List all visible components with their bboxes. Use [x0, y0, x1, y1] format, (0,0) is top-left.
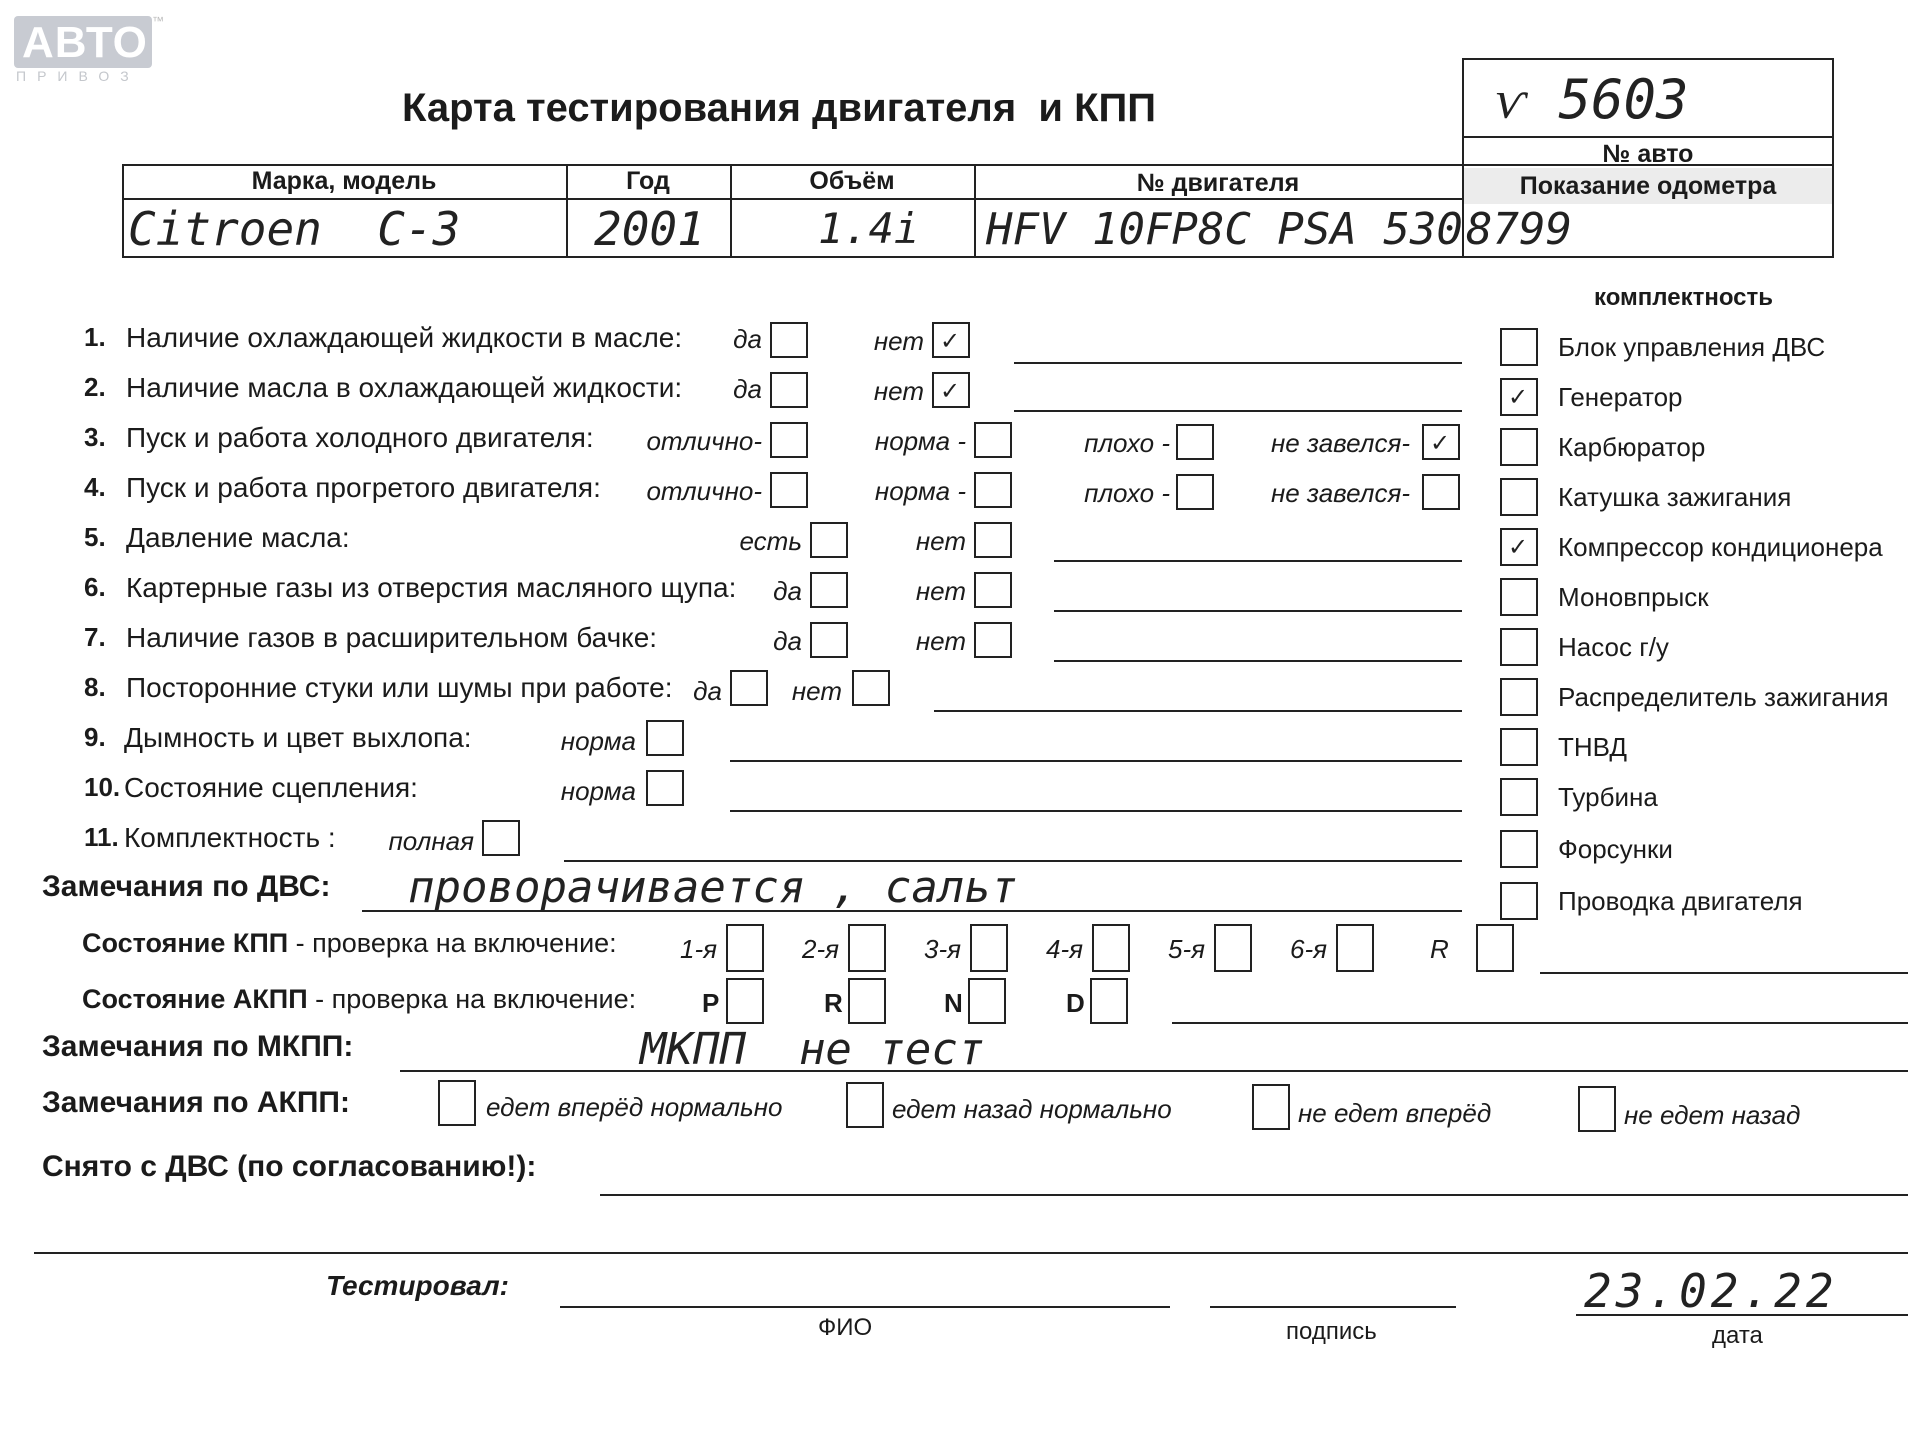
akpp-forward-ok-checkbox[interactable]	[438, 1080, 476, 1126]
q9-notes-line	[730, 760, 1462, 762]
q1-notes-line	[1014, 362, 1462, 364]
kpp-label-rest: - проверка на включение:	[288, 928, 617, 958]
q7-option-no: нет	[915, 626, 966, 656]
auto-number-value: ѵ 5603	[1496, 68, 1689, 131]
completeness-checkbox[interactable]	[1500, 378, 1538, 416]
logo-tm: ™	[152, 14, 164, 28]
kpp-label	[82, 928, 617, 959]
kpp-gear-label: 2-я	[802, 934, 840, 964]
kpp-gear-label: R	[1430, 934, 1449, 964]
q5-option-no: нет	[915, 526, 966, 556]
q10-text: Состояние сцепления:	[124, 772, 418, 803]
q3-option-nostart: не завелся-	[1270, 428, 1410, 458]
completeness-title: комплектность	[1594, 284, 1774, 311]
completeness-item-label: Блок управления ДВС	[1558, 332, 1826, 362]
brand-label: Марка, модель	[251, 167, 437, 195]
q5-no-checkbox[interactable]	[974, 522, 1012, 558]
sign-line	[1210, 1306, 1456, 1308]
q10-option-normal: норма	[560, 776, 636, 806]
q3-option-normal: норма -	[874, 426, 966, 456]
completeness-item-label: Турбина	[1558, 782, 1658, 812]
brand-value: Citroen C-3	[128, 202, 461, 256]
logo-top-text: АВТО	[22, 18, 148, 67]
completeness-item-label: Насос г/у	[1558, 632, 1669, 662]
akpp-notes-line	[1172, 1022, 1908, 1024]
q5-notes-line	[1054, 560, 1462, 562]
completeness-checkbox[interactable]	[1500, 728, 1538, 766]
q7-option-yes: да	[773, 626, 802, 656]
kpp-gear-checkbox[interactable]	[970, 924, 1008, 972]
q5-yes-checkbox[interactable]	[810, 522, 848, 558]
completeness-item-label: ТНВД	[1558, 732, 1628, 762]
q11-option-full: полная	[388, 826, 474, 856]
completeness-item-label: Распределитель зажигания	[1558, 682, 1889, 712]
completeness-item-label: Моновпрыск	[1558, 582, 1709, 612]
auto-number-box	[1462, 58, 1834, 138]
completeness-checkbox[interactable]	[1500, 428, 1538, 466]
completeness-item-label: Генератор	[1558, 382, 1683, 412]
q4-option-excellent: отлично-	[646, 476, 762, 506]
completeness-checkbox[interactable]	[1500, 628, 1538, 666]
q6-option-yes: да	[773, 576, 802, 606]
q2-option-yes: да	[733, 374, 762, 404]
q7-no-checkbox[interactable]	[974, 622, 1012, 658]
q11-full-checkbox[interactable]	[482, 820, 520, 856]
q4-bad-checkbox[interactable]	[1176, 474, 1214, 510]
q6-option-no: нет	[915, 576, 966, 606]
completeness-checkbox[interactable]	[1500, 478, 1538, 516]
completeness-item-label: Карбюратор	[1558, 432, 1706, 462]
q3-text: Пуск и работа холодного двигателя:	[126, 422, 594, 453]
completeness-checkbox[interactable]	[1500, 830, 1538, 868]
date-label: дата	[1712, 1322, 1763, 1349]
q8-text: Посторонние стуки или шумы при работе:	[126, 672, 673, 703]
q4-number: 4.	[84, 472, 106, 502]
akpp-no-forward-checkbox[interactable]	[1252, 1084, 1290, 1130]
akpp-label-rest: - проверка на включение:	[307, 984, 637, 1014]
fio-label: ФИО	[818, 1314, 873, 1341]
kpp-gear-checkbox[interactable]	[1214, 924, 1252, 972]
q6-number: 6.	[84, 572, 106, 602]
akpp-mode-label: P	[702, 988, 720, 1018]
akpp-label	[82, 984, 636, 1015]
fio-line	[560, 1306, 1170, 1308]
year-value: 2001	[594, 202, 705, 256]
akpp-backward-ok-label: едет назад нормально	[892, 1094, 1172, 1124]
check-mark: ✓	[940, 327, 961, 355]
removed-label: Снято с ДВС (по согласованию!):	[42, 1150, 537, 1183]
q8-notes-line	[934, 710, 1462, 712]
q9-option-normal: норма	[560, 726, 636, 756]
q3-number: 3.	[84, 422, 106, 452]
remarks-mkpp-label: Замечания по МКПП:	[42, 1030, 354, 1063]
odometer-label: Показание одометра	[1464, 168, 1832, 204]
kpp-gear-label: 3-я	[924, 934, 962, 964]
remarks-engine-line	[362, 910, 1462, 912]
akpp-no-backward-checkbox[interactable]	[1578, 1086, 1616, 1132]
check-mark: ✓	[1430, 429, 1451, 457]
q2-option-no: нет	[873, 376, 924, 406]
q2-notes-line	[1014, 410, 1462, 412]
remarks-engine-value: проворачивается , сальт	[408, 862, 1018, 913]
kpp-gear-label: 4-я	[1046, 934, 1084, 964]
kpp-gear-checkbox[interactable]	[1476, 924, 1514, 972]
q4-option-normal: норма -	[874, 476, 966, 506]
kpp-gear-label: 5-я	[1168, 934, 1206, 964]
date-line	[1576, 1314, 1908, 1316]
q3-option-excellent: отлично-	[646, 426, 762, 456]
q6-no-checkbox[interactable]	[974, 572, 1012, 608]
q6-notes-line	[1054, 610, 1462, 612]
check-mark: ✓	[1508, 383, 1529, 411]
q3-nostart-checkbox[interactable]	[1422, 424, 1460, 460]
akpp-mode-checkbox[interactable]	[968, 978, 1006, 1024]
akpp-mode-label: D	[1066, 988, 1085, 1018]
completeness-checkbox[interactable]	[1500, 778, 1538, 816]
q7-notes-line	[1054, 660, 1462, 662]
q2-no-checkbox[interactable]	[932, 372, 970, 408]
removed-line-2	[34, 1252, 1908, 1254]
engine-label: № двигателя	[1136, 169, 1300, 197]
q3-option-bad: плохо -	[1084, 428, 1170, 458]
q7-text: Наличие газов в расширительном бачке:	[126, 622, 658, 653]
q8-number: 8.	[84, 672, 106, 702]
kpp-gear-checkbox[interactable]	[1092, 924, 1130, 972]
q7-yes-checkbox[interactable]	[810, 622, 848, 658]
kpp-gear-label: 6-я	[1290, 934, 1328, 964]
completeness-item-label: Форсунки	[1558, 834, 1673, 864]
odometer-value: 8799	[1466, 204, 1572, 255]
q1-option-yes: да	[733, 324, 762, 354]
q3-excellent-checkbox[interactable]	[770, 422, 808, 458]
akpp-no-backward-label: не едет назад	[1624, 1100, 1801, 1130]
check-mark: ✓	[940, 377, 961, 405]
q9-text: Дымность и цвет выхлопа:	[124, 722, 472, 753]
akpp-mode-checkbox[interactable]	[726, 978, 764, 1024]
q3-bad-checkbox[interactable]	[1176, 424, 1214, 460]
completeness-item-label: Катушка зажигания	[1558, 482, 1792, 512]
kpp-gear-label: 1-я	[680, 934, 718, 964]
akpp-no-forward-label: не едет вперёд	[1298, 1098, 1492, 1128]
q2-number: 2.	[84, 372, 106, 402]
kpp-notes-line	[1540, 972, 1908, 974]
q9-normal-checkbox[interactable]	[646, 720, 684, 756]
q6-text: Картерные газы из отверстия масляного щупа:	[126, 572, 737, 603]
q10-normal-checkbox[interactable]	[646, 770, 684, 806]
kpp-label-bold: Состояние КПП	[82, 928, 289, 958]
q10-notes-line	[730, 810, 1462, 812]
q2-text: Наличие масла в охлаждающей жидкости:	[126, 372, 683, 403]
completeness-checkbox[interactable]	[1500, 678, 1538, 716]
tested-label: Тестировал:	[326, 1270, 509, 1301]
akpp-label-bold: Состояние АКПП	[82, 984, 308, 1014]
remarks-akpp-label: Замечания по АКПП:	[42, 1086, 350, 1119]
q4-normal-checkbox[interactable]	[974, 472, 1012, 508]
auto-number-label: № авто	[1602, 140, 1694, 168]
completeness-checkbox[interactable]	[1500, 328, 1538, 366]
q8-option-no: нет	[791, 676, 842, 706]
remarks-mkpp-value: МКПП не тест	[640, 1024, 985, 1075]
logo-bottom-text: ПРИВОЗ	[16, 68, 140, 84]
q7-number: 7.	[84, 622, 106, 652]
q1-number: 1.	[84, 322, 106, 352]
q1-no-checkbox[interactable]	[932, 322, 970, 358]
q10-number: 10.	[84, 772, 121, 802]
q8-no-checkbox[interactable]	[852, 670, 890, 706]
q4-option-nostart: не завелся-	[1270, 478, 1410, 508]
q8-option-yes: да	[693, 676, 722, 706]
q5-option-yes: есть	[739, 526, 802, 556]
q5-number: 5.	[84, 522, 106, 552]
date-value: 23.02.22	[1584, 1264, 1838, 1318]
akpp-mode-label: N	[944, 988, 963, 1018]
completeness-checkbox[interactable]	[1500, 578, 1538, 616]
kpp-gear-checkbox[interactable]	[1336, 924, 1374, 972]
q6-yes-checkbox[interactable]	[810, 572, 848, 608]
q11-number: 11.	[84, 822, 119, 852]
completeness-item-label: Проводка двигателя	[1558, 886, 1803, 916]
sign-label: подпись	[1286, 1318, 1377, 1345]
engine-value: HFV 10FP8C PSA 530	[986, 204, 1463, 255]
q4-excellent-checkbox[interactable]	[770, 472, 808, 508]
q8-yes-checkbox[interactable]	[730, 670, 768, 706]
logo	[14, 16, 152, 68]
akpp-mode-label: R	[824, 988, 843, 1018]
q4-option-bad: плохо -	[1084, 478, 1170, 508]
q4-nostart-checkbox[interactable]	[1422, 474, 1460, 510]
completeness-checkbox[interactable]	[1500, 882, 1538, 920]
form-title: Карта тестирования двигателя и КПП	[402, 86, 1157, 130]
year-label: Год	[626, 167, 670, 195]
q3-normal-checkbox[interactable]	[974, 422, 1012, 458]
check-mark: ✓	[1508, 533, 1529, 561]
q1-option-no: нет	[873, 326, 924, 356]
akpp-forward-ok-label: едет вперёд нормально	[486, 1092, 783, 1122]
q1-text: Наличие охлаждающей жидкости в масле:	[126, 322, 683, 353]
q5-text: Давление масла:	[126, 522, 350, 553]
q9-number: 9.	[84, 722, 106, 752]
remarks-engine-label: Замечания по ДВС:	[42, 870, 331, 903]
akpp-mode-checkbox[interactable]	[1090, 978, 1128, 1024]
akpp-backward-ok-checkbox[interactable]	[846, 1082, 884, 1128]
remarks-mkpp-line	[400, 1070, 1908, 1072]
akpp-mode-checkbox[interactable]	[848, 978, 886, 1024]
removed-line-1	[600, 1194, 1908, 1196]
kpp-gear-checkbox[interactable]	[726, 924, 764, 972]
q4-text: Пуск и работа прогретого двигателя:	[126, 472, 601, 503]
q11-text: Комплектность :	[124, 822, 336, 853]
volume-label: Объём	[809, 167, 895, 195]
kpp-gear-checkbox[interactable]	[848, 924, 886, 972]
completeness-item-label: Компрессор кондиционера	[1558, 532, 1883, 562]
volume-value: 1.4i	[818, 204, 920, 253]
completeness-checkbox[interactable]	[1500, 528, 1538, 566]
